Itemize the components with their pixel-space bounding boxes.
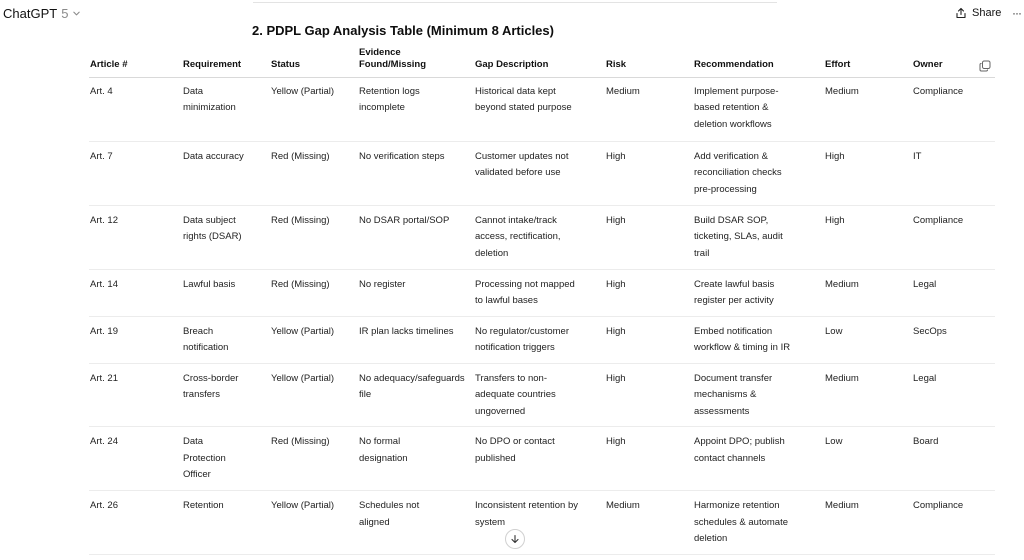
table-cell: Legal <box>912 269 995 316</box>
table-cell: Cross-border transfers <box>182 363 270 427</box>
table-cell: Customer updates not validated before use <box>474 141 605 205</box>
column-header: Effort <box>824 44 912 77</box>
table-cell: IR plan lacks timelines <box>358 316 474 363</box>
table-cell: Yellow (Partial) <box>270 363 358 427</box>
table-cell: Inconsistent retention by system <box>474 491 605 555</box>
table-row <box>89 269 995 316</box>
table-cell: No adequacy/safeguards file <box>358 363 474 427</box>
table-cell: Art. 14 <box>89 269 182 316</box>
table-cell: Low <box>824 427 912 491</box>
arrow-down-icon <box>510 534 520 544</box>
column-header: Status <box>270 44 358 77</box>
table-row <box>89 205 995 269</box>
table-cell: Schedules not aligned <box>358 491 474 555</box>
table-cell: Appoint DPO; publish contact channels <box>693 427 824 491</box>
chevron-down-icon <box>72 9 81 18</box>
table-cell: Medium <box>605 491 693 555</box>
table-cell: Medium <box>824 363 912 427</box>
model-version: 5 <box>61 5 69 21</box>
table-cell: Art. 26 <box>89 491 182 555</box>
table-cell: Art. 21 <box>89 363 182 427</box>
table-cell: Medium <box>824 77 912 141</box>
gap-analysis-table <box>89 44 995 555</box>
column-header: Owner <box>912 44 995 77</box>
table-cell: Medium <box>824 491 912 555</box>
column-header: Recommendation <box>693 44 824 77</box>
table-cell: Build DSAR SOP, ticketing, SLAs, audit trail <box>693 205 824 269</box>
table-cell: No DPO or contact published <box>474 427 605 491</box>
table-cell: Red (Missing) <box>270 205 358 269</box>
divider <box>253 2 777 3</box>
table-cell: Create lawful basis register per activity <box>693 269 824 316</box>
table-cell: Legal <box>912 363 995 427</box>
table-cell: Medium <box>824 269 912 316</box>
column-header-text: Evidence Found/Missing <box>359 46 427 70</box>
column-header: Requirement <box>182 44 270 77</box>
table-cell: Board <box>912 427 995 491</box>
table-cell: Yellow (Partial) <box>270 491 358 555</box>
table-cell: Transfers to non-adequate countries ungoverned <box>474 363 605 427</box>
table-cell: High <box>605 269 693 316</box>
column-header: Gap Description <box>474 44 605 77</box>
table-row <box>89 77 995 141</box>
table-row <box>89 316 995 363</box>
table-cell: IT <box>912 141 995 205</box>
column-header <box>358 44 474 77</box>
table-cell: High <box>605 141 693 205</box>
table-cell: High <box>605 363 693 427</box>
table-cell: High <box>605 205 693 269</box>
table-row <box>89 141 995 205</box>
table-header-row <box>89 44 995 77</box>
share-label: Share <box>972 7 1002 19</box>
table-cell: SecOps <box>912 316 995 363</box>
table-cell: Embed notification workflow & timing in IR <box>693 316 824 363</box>
table-cell: Yellow (Partial) <box>270 316 358 363</box>
table-cell: No DSAR portal/SOP <box>358 205 474 269</box>
table-cell: Implement purpose-based retention & deletion workflows <box>693 77 824 141</box>
table-cell: Compliance <box>912 205 995 269</box>
table-cell: Retention logs incomplete <box>358 77 474 141</box>
table-cell: Art. 24 <box>89 427 182 491</box>
table-cell: Medium <box>605 77 693 141</box>
table-cell: Yellow (Partial) <box>270 77 358 141</box>
table-cell: No verification steps <box>358 141 474 205</box>
model-switcher[interactable] <box>3 4 81 22</box>
table-cell: Processing not mapped to lawful bases <box>474 269 605 316</box>
table-cell: Art. 4 <box>89 77 182 141</box>
share-button[interactable] <box>955 4 1001 22</box>
table-cell: Data accuracy <box>182 141 270 205</box>
table-cell: Document transfer mechanisms & assessments <box>693 363 824 427</box>
column-header: Article # <box>89 44 182 77</box>
table-cell: High <box>605 316 693 363</box>
table-cell: No register <box>358 269 474 316</box>
table-cell: Harmonize retention schedules & automate deletion <box>693 491 824 555</box>
table-cell: High <box>824 141 912 205</box>
table-cell: Data subject rights (DSAR) <box>182 205 270 269</box>
table-cell: Red (Missing) <box>270 141 358 205</box>
table-row <box>89 427 995 491</box>
table-cell: Compliance <box>912 491 995 555</box>
table-cell: Lawful basis <box>182 269 270 316</box>
table-cell: No regulator/customer notification triggers <box>474 316 605 363</box>
table-cell: Historical data kept beyond stated purpose <box>474 77 605 141</box>
table-cell: Compliance <box>912 77 995 141</box>
table-cell: Cannot intake/track access, rectification, deletion <box>474 205 605 269</box>
table-cell: Art. 19 <box>89 316 182 363</box>
table-cell: Retention <box>182 491 270 555</box>
scroll-to-bottom-button[interactable] <box>505 529 525 549</box>
column-header: Risk <box>605 44 693 77</box>
table-cell: Red (Missing) <box>270 427 358 491</box>
table-cell: Data Protection Officer <box>182 427 270 491</box>
section-title: 2. PDPL Gap Analysis Table (Minimum 8 Articles) <box>252 23 554 38</box>
table-row <box>89 491 995 555</box>
table-row <box>89 363 995 427</box>
table-cell: No formal designation <box>358 427 474 491</box>
table-cell: Breach notification <box>182 316 270 363</box>
more-options-button[interactable]: ··· <box>1012 6 1021 20</box>
table-cell: Art. 12 <box>89 205 182 269</box>
table-cell: Red (Missing) <box>270 269 358 316</box>
share-icon <box>955 7 967 19</box>
model-name: ChatGPT <box>3 5 58 21</box>
table-cell: Data minimization <box>182 77 270 141</box>
table-cell: Low <box>824 316 912 363</box>
table-cell: High <box>824 205 912 269</box>
table-cell: Art. 7 <box>89 141 182 205</box>
table-cell: Add verification & reconciliation checks pre-processing <box>693 141 824 205</box>
table-cell: High <box>605 427 693 491</box>
